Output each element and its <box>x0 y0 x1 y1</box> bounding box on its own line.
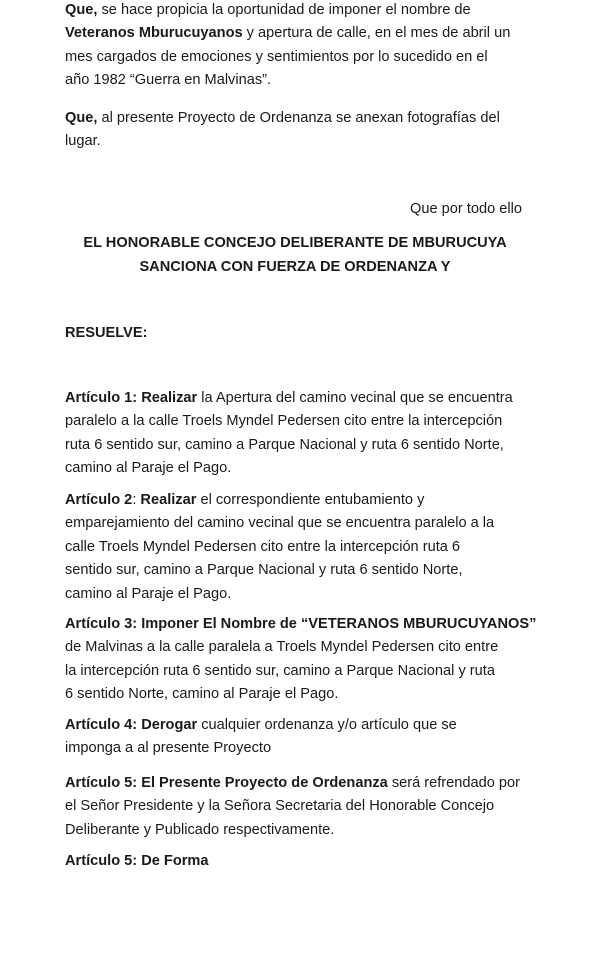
text-line <box>65 819 535 842</box>
text-line <box>65 457 535 480</box>
bold-run: Que, <box>65 2 98 18</box>
text-line <box>65 536 535 559</box>
text-run: camino al Paraje el Pago. <box>65 585 232 602</box>
text-line <box>65 489 535 512</box>
text-line <box>65 714 535 737</box>
text-line <box>65 772 535 795</box>
text-line <box>65 69 535 92</box>
text-line <box>65 795 535 818</box>
text-run: al presente Proyecto de Ordenanza se anexan fotografías del <box>97 110 500 126</box>
text-line <box>65 22 535 45</box>
text-run: paralelo a la calle Troels Myndel Pedersen cito entre la intercepción <box>65 413 503 430</box>
text-line <box>65 410 535 433</box>
text-run: emparejamiento del camino vecinal que se encuentra paralelo a la <box>65 515 495 532</box>
text-line <box>65 683 535 706</box>
text-run: Deliberante y Publicado respectivamente. <box>65 821 335 838</box>
text-run: la Apertura del camino vecinal que se encuentra <box>197 390 513 406</box>
resuelve-label: RESUELVE: <box>65 325 148 341</box>
text-run: el Señor Presidente y la Señora Secretaria del Honorable Concejo <box>65 798 495 815</box>
text-line <box>65 512 535 535</box>
bold-run: Artículo 3: Imponer El Nombre de “VETERANOS MBURUCUYANOS” <box>65 616 537 632</box>
text-line <box>65 130 535 153</box>
bold-run: Que, <box>65 110 98 126</box>
bold-run: Realizar <box>140 492 197 508</box>
paragraph-2 <box>65 107 535 154</box>
heading-line-1: EL HONORABLE CONCEJO DELIBERANTE DE MBURUCUYA <box>83 235 507 251</box>
text-run: se hace propicia la oportunidad de imponer el nombre de <box>97 2 471 18</box>
text-run: de Malvinas a la calle paralela a Troels Myndel Pedersen cito entre <box>65 639 499 656</box>
text-run: ruta 6 sentido sur, camino a Parque Nacional y ruta 6 sentido Norte, <box>65 436 504 453</box>
text-line <box>65 0 535 22</box>
text-line <box>65 107 535 130</box>
bold-run: Artículo 5: El Presente Proyecto de Ordenanza <box>65 775 388 791</box>
article-4 <box>65 714 535 761</box>
text-run: la intercepción ruta 6 sentido sur, camino a Parque Nacional y ruta <box>65 662 495 679</box>
article-5 <box>65 772 535 842</box>
article-6 <box>65 850 535 873</box>
heading-line-2: SANCIONA CON FUERZA DE ORDENANZA Y <box>139 259 451 275</box>
text-line <box>65 583 535 606</box>
paragraph-1 <box>65 0 535 93</box>
text-line <box>65 387 535 410</box>
text-line <box>65 559 535 582</box>
text-run: calle Troels Myndel Pedersen cito entre la intercepción ruta 6 <box>65 538 461 555</box>
text-line <box>65 660 535 683</box>
text-run: cualquier ordenanza y/o artículo que se <box>197 717 457 733</box>
text-run: y apertura de calle, en el mes de abril un <box>242 25 511 42</box>
text-line <box>65 46 535 69</box>
text-run: mes cargados de emociones y sentimientos por lo sucedido en el <box>65 48 488 65</box>
text-line <box>65 636 535 659</box>
text-line <box>65 434 535 457</box>
text-run: 6 sentido Norte, camino al Paraje el Pago. <box>65 686 339 703</box>
article-3 <box>65 613 535 707</box>
article-1 <box>65 387 535 481</box>
text-run: lugar. <box>65 133 101 150</box>
text-line <box>65 850 535 873</box>
text-run: camino al Paraje el Pago. <box>65 460 232 477</box>
text-run: : <box>132 492 141 508</box>
text-run: sentido sur, camino a Parque Nacional y ruta 6 sentido Norte, <box>65 562 463 579</box>
bold-run: Veteranos Mburucuyanos <box>65 25 243 42</box>
bold-run: Artículo 5: De Forma <box>65 853 209 869</box>
bold-run: Artículo 2 <box>65 492 133 508</box>
text-run: imponga a al presente Proyecto <box>65 740 272 757</box>
text-line <box>65 613 535 636</box>
article-2 <box>65 489 535 606</box>
text-run: el correspondiente entubamiento y <box>196 492 425 508</box>
text-run: año 1982 “Guerra en Malvinas”. <box>65 72 272 89</box>
closing-phrase: Que por todo ello <box>410 201 522 217</box>
bold-run: Artículo 4: Derogar <box>65 717 198 733</box>
bold-run: Artículo 1: Realizar <box>65 390 198 406</box>
text-run: será refrendado por <box>387 775 521 791</box>
text-line <box>65 737 535 760</box>
